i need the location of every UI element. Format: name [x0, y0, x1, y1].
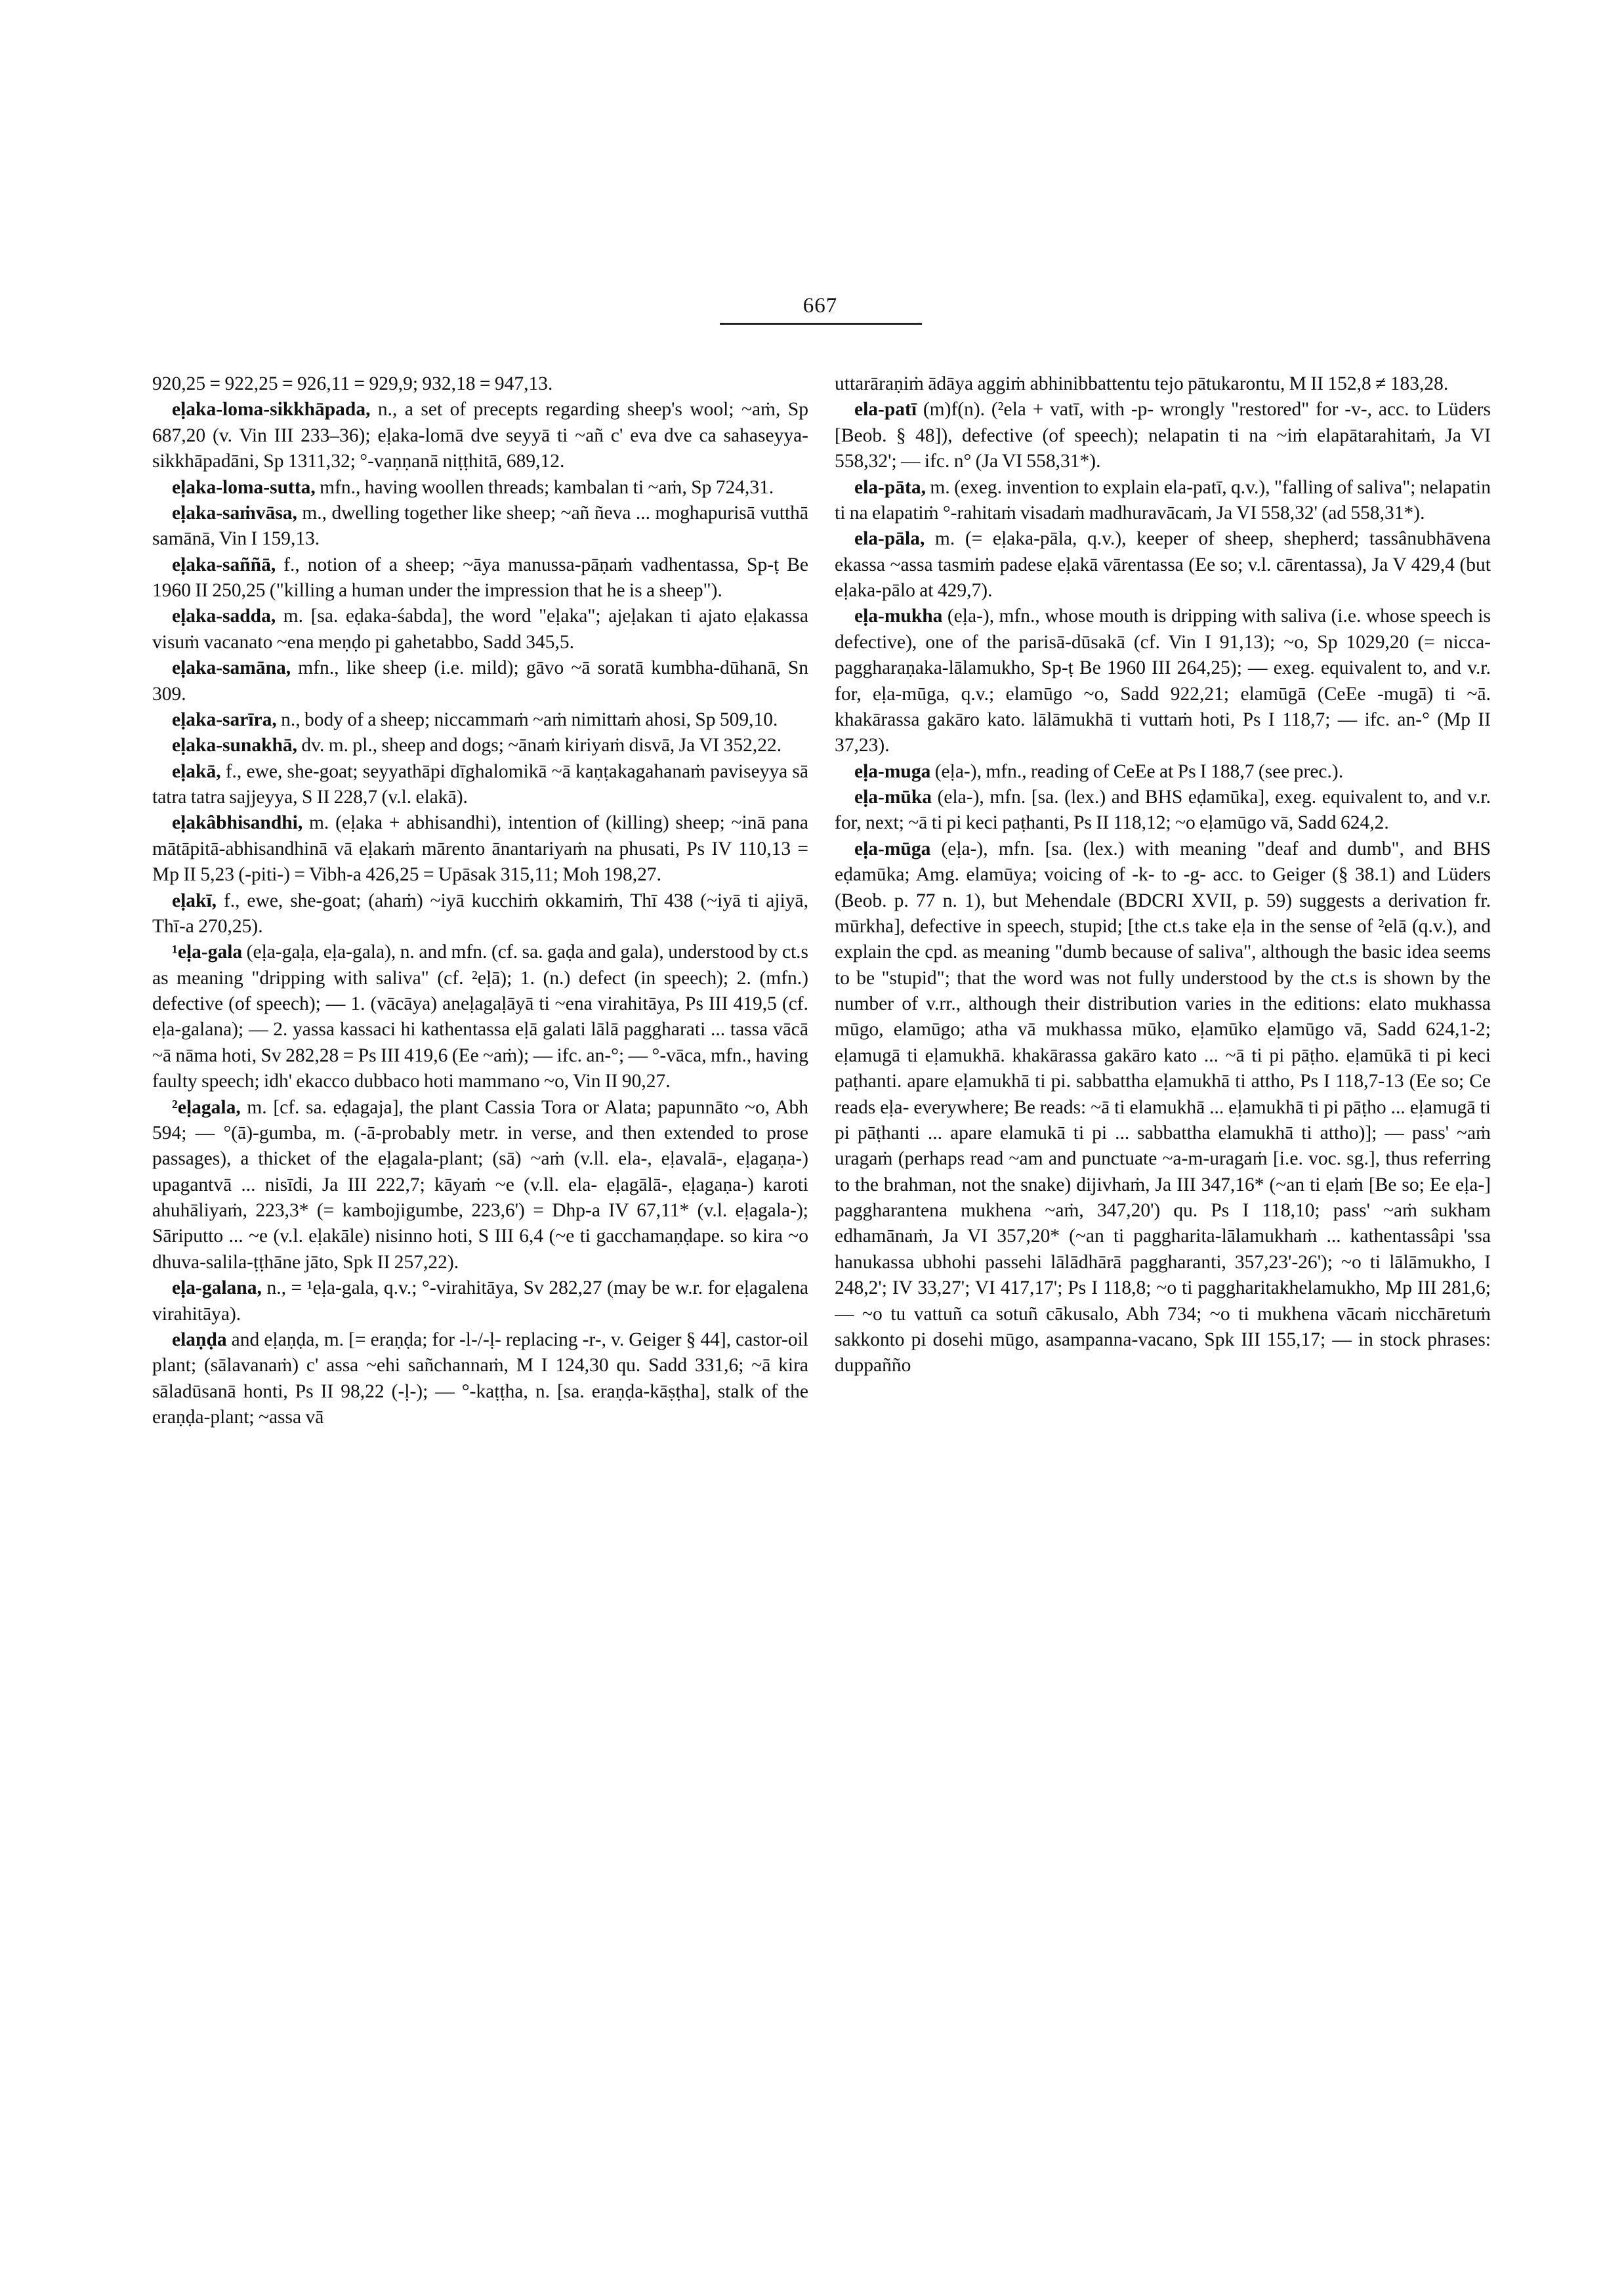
dictionary-entry — [152, 707, 808, 733]
dictionary-entry — [152, 940, 808, 1094]
dictionary-entry — [152, 733, 808, 758]
dictionary-entry — [152, 888, 808, 940]
entry-text: mfn., having woollen threads; kambalan ti ~aṁ, Sp 724,31. — [315, 476, 774, 498]
dictionary-entry — [835, 837, 1491, 1379]
entry-text: f., ewe, she-goat; seyyathāpi dīghalomikā ~ā kaṇṭakagahanaṁ paviseyya sā tatra tatra sajjeyya, S II 228,7 (v.l. elakā). — [152, 760, 808, 808]
dictionary-entry — [152, 475, 808, 501]
dictionary-entry — [152, 604, 808, 655]
entry-headword: elaṇḍa — [172, 1329, 227, 1350]
dictionary-entry — [152, 371, 808, 397]
entry-headword: eḷa-mūga — [854, 838, 931, 859]
dictionary-entry — [152, 810, 808, 888]
entry-headword: eḷaka-sadda, — [172, 606, 276, 627]
entry-headword: ¹eḷa-gala — [172, 941, 243, 963]
left-column — [152, 371, 808, 2189]
entry-text: m. [cf. sa. eḍagaja], the plant Cassia Tora or Alata; papunnāto ~o, Abh 594; — °(ā)-gumba, m. (-ā-probably metr. in verse, and then extended to prose passages), a thicket of the eḷagala-plant; (sā) ~aṁ (v.ll. ela-, eḷavalā-, eḷagaṇa-) upagantvā ... nisīdi, Ja III 222,7; kāyaṁ ~e (v.ll. ela- eḷagālā-, eḷagaṇa-) karoti ahuhāliyaṁ, 223,3* (= kambojigumbe, 223,6') = Dhp-a IV 67,11* (v.l. eḷagala-); Sāriputto ... ~e (v.l. eḷakāle) nisinno hoti, S III 6,4 (~e ti gacchamaṇḍape. so kira ~o dhuva-salila-ṭṭhāne jāto, Spk II 257,22). — [152, 1096, 808, 1273]
entry-text: uttarāraṇiṁ ādāya aggiṁ abhinibbattentu tejo pātukarontu, M II 152,8 ≠ 183,28. — [835, 373, 1449, 394]
entry-headword: eḷa-mukha — [854, 606, 943, 627]
entry-text: (eḷa-), mfn., whose mouth is dripping with saliva (i.e. whose speech is defective), one of the parisā-dūsakā (cf. Vin I 91,13); ~o, Sp 1029,20 (= nicca-paggharaṇaka-lālamukho, Sp-ṭ Be 1960 III 264,25); — exeg. equivalent to, and v.r. for, eḷa-mūga, q.v.; elamūgo ~o, Sadd 922,21; elamūgā (CeEe -mugā) ti ~ā. khakārassa gakāro kato. lālāmukhā ti vuttaṁ hoti, Ps I 118,7; — ifc. an-° (Mp II 37,23). — [835, 606, 1491, 756]
entry-headword: eḷaka-samāna, — [172, 657, 291, 679]
entry-text: m. (eḷaka + abhisandhi), intention of (killing) sheep; ~inā pana mātāpitā-abhisandhinā vā eḷakaṁ mārento ānantariyaṁ na phusati, Ps IV 110,13 = Mp II 5,23 (-piti-) = Vibh-a 426,25 = Upāsak 315,11; Moh 198,27. — [152, 812, 808, 886]
entry-text: m. (= eḷaka-pāla, q.v.), keeper of sheep, shepherd; tassânubhāvena ekassa ~assa tasmiṁ padese eḷakā vārentassa (Ee so; v.l. cārentassa), Ja V 429,4 (but eḷaka-pālo at 429,7). — [835, 528, 1491, 601]
entry-headword: eḷaka-saṁvāsa, — [172, 502, 297, 524]
entry-text: dv. m. pl., sheep and dogs; ~ānaṁ kiriyaṁ disvā, Ja VI 352,22. — [297, 735, 782, 756]
header-rule — [720, 323, 922, 325]
entry-text: n., body of a sheep; niccammaṁ ~aṁ nimittaṁ ahosi, Sp 509,10. — [276, 709, 778, 730]
dictionary-entry — [835, 526, 1491, 604]
entry-text: mfn., like sheep (i.e. mild); gāvo ~ā soratā kumbha-dūhanā, Sn 309. — [152, 657, 808, 705]
entry-headword: eḷaka-sarīra, — [172, 709, 277, 730]
entry-headword: eḷakī, — [172, 890, 217, 911]
entry-text: and eḷaṇḍa, m. [= eraṇḍa; for -l-/-ḷ- replacing -r-, v. Geiger § 44], castor-oil plant; (sālavanaṁ) c' assa ~ehi sañchannaṁ, M I 124,30 qu. Sadd 331,6; ~ā kira sāladūsanā honti, Ps II 98,22 (-ḷ-); — °-kaṭṭha, n. [sa. eraṇḍa-kāṣṭha], stalk of the eraṇḍa-plant; ~assa vā — [152, 1329, 808, 1428]
entry-headword: ela-pāla, — [854, 528, 925, 550]
dictionary-entry — [835, 475, 1491, 527]
page-number: 667 — [802, 294, 838, 318]
entry-headword: eḷa-mūka — [854, 787, 932, 808]
dictionary-entry — [152, 759, 808, 811]
dictionary-entry — [152, 655, 808, 707]
entry-headword: ²eḷagala, — [172, 1096, 241, 1118]
right-column — [835, 371, 1491, 2189]
entry-text: (ela-), mfn. [sa. (lex.) and BHS eḍamūka], exeg. equivalent to, and v.r. for, next; ~ā ti pi keci paṭhanti, Ps II 118,12; ~o eḷamūgo vā, Sadd 624,2. — [835, 787, 1491, 834]
entry-text: f., notion of a sheep; ~āya manussa-pāṇaṁ vadhentassa, Sp-ṭ Be 1960 II 250,25 ("killing a human under the impression that he is a sheep"). — [152, 554, 808, 601]
entry-text: m., dwelling together like sheep; ~añ ñeva ... moghapurisā vutthā samānā, Vin I 159,13. — [152, 502, 808, 550]
entry-headword: eḷaka-loma-sutta, — [172, 476, 316, 498]
entry-headword: ela-patī — [854, 399, 917, 421]
entry-text: (eḷa-gaḷa, eḷa-gala), n. and mfn. (cf. sa. gaḍa and gala), understood by ct.s as meaning "dripping with saliva" (cf. ²eḷā); 1. (n.) defect (in speech); 2. (mfn.) defective (of speech); — 1. (vācāya) aneḷagaḷāyā ti ~ena virahitāya, Ps III 419,5 (cf. eḷa-galana); — 2. yassa kassaci hi kathentassa eḷā galati lālā paggharati ... tassa vācā ~ā nāma hoti, Sv 282,28 = Ps III 419,6 (Ee ~aṁ); — ifc. an-°; — °-vāca, mfn., having faulty speech; idh' ekacco dubbaco hoti mammano ~o, Vin II 90,27. — [152, 941, 808, 1092]
entry-text: m. (exeg. invention to explain ela-patī, q.v.), "falling of saliva"; nelapatin ti na elapatiṁ °-rahitaṁ visadaṁ madhuravācaṁ, Ja VI 558,32' (ad 558,31*). — [835, 476, 1491, 524]
entry-text: (eḷa-), mfn., reading of CeEe at Ps I 188,7 (see prec.). — [930, 760, 1344, 782]
dictionary-entry — [835, 371, 1491, 397]
dictionary-entry — [152, 1095, 808, 1276]
entry-headword: eḷaka-sunakhā, — [172, 735, 298, 756]
dictionary-entry — [152, 501, 808, 552]
entry-text: m. [sa. eḍaka-śabda], the word "eḷaka"; ajeḷakan ti ajato eḷakassa visuṁ vacanato ~ena meṇḍo pi gahetabbo, Sadd 345,5. — [152, 606, 808, 653]
dictionary-entry — [152, 552, 808, 604]
dictionary-entry — [152, 1327, 808, 1431]
entry-text: (eḷa-), mfn. [sa. (lex.) with meaning "deaf and dumb", and BHS eḍamūka; Amg. elamūya; voicing of -k- to -g- acc. to Geiger (§ 38.1) and Lüders (Beob. p. 77 n. 1), but Mehendale (BDCRI XVII, p. 59) suggests a derivation fr. mūrkha], defective in speech, stupid; [the ct.s take eḷa in the sense of ²elā (q.v.), and explain the cpd. as meaning "dumb because of saliva", although the basic idea seems to be "stupid"; that the word was not fully understood by the ct.s is shown by the number of v.rr., although their distribution varies in the editions: elato mukhassa mūgo, elamūgo; atha vā mukhassa mūko, eḷamūko eḷamūgo vā, Sadd 624,1-2; eḷamugā ti eḷamukhā. khakārassa gakāro kato ... ~ā ti pi pāṭho. eḷamūkā ti pi keci paṭhanti. apare eḷamukhā ti pi. sabbattha eḷamukhā ti attho, Ps I 118,7-13 (Ee so; Ce reads eḷa- everywhere; Be reads: ~ā ti elamukhā ... eḷamukhā ti pi pāṭho ... eḷamugā ti pi pāṭhanti ... apare elamukā ti pi ... sabbattha elamukhā ti attho)]; — pass' ~aṁ uragaṁ (perhaps read ~am and punctuate ~a-m-uragaṁ [i.e. voc. sg.], thus referring to the brahman, not the snake) dijivhaṁ, Ja III 347,16* (~an ti eḷaṁ [Be so; Ee eḷa-] paggharantena mukhena ~aṁ, 347,20') qu. Ps I 118,10; pass' ~aṁ sukham edhamānaṁ, Ja VI 357,20* (~an ti paggharita-lālamukhaṁ ... kathentassâpi 'ssa hanukassa ubhohi passehi lālādhārā paggharanti, 357,23'-26'); ~o ti lālāmukho, I 248,2'; IV 33,27'; VI 417,17'; Ps I 118,8; ~o ti paggharitakhelamukho, Mp III 281,6; — ~o tu vattuñ ca sotuñ cākusalo, Abh 734; ~o ti mukhena vācaṁ nicchāretuṁ sakkonto pi dosehi mūgo, asampanna-vacano, Spk III 155,17; — in stock phrases: duppañño — [835, 838, 1491, 1376]
entry-headword: eḷa-muga — [854, 760, 931, 782]
entry-headword: eḷakā, — [172, 760, 221, 782]
entry-text: n., = ¹eḷa-gala, q.v.; °-virahitāya, Sv 282,27 (may be w.r. for eḷagalena virahitāya). — [152, 1277, 808, 1325]
dictionary-entry — [152, 397, 808, 474]
entry-headword: eḷa-galana, — [172, 1277, 262, 1299]
entry-headword: eḷaka-saññā, — [172, 554, 276, 575]
entry-headword: eḷakâbhisandhi, — [172, 812, 303, 834]
dictionary-entry — [835, 759, 1491, 785]
entry-text: n., a set of precepts regarding sheep's wool; ~aṁ, Sp 687,20 (v. Vin III 233–36); eḷaka-lomā dve seyyā ti ~añ c' eva dve ca sahaseyya-sikkhāpadāni, Sp 1311,32; °-vaṇṇanā niṭṭhitā, 689,12. — [152, 399, 808, 472]
entry-text: f., ewe, she-goat; (ahaṁ) ~iyā kucchiṁ okkamiṁ, Thī 438 (~iyā ti ajiyā, Thī-a 270,25). — [152, 890, 808, 937]
dictionary-entry — [835, 785, 1491, 837]
entry-headword: eḷaka-loma-sikkhāpada, — [172, 399, 371, 421]
entry-text: (m)f(n). (²ela + vatī, with -p- wrongly "restored" for -v-, acc. to Lüders [Beob. § 48]), defective (of speech); nelapatin ti na ~iṁ elapātarahitaṁ, Ja VI 558,32'; — ifc. n° (Ja VI 558,31*). — [835, 399, 1491, 472]
dictionary-entry — [835, 604, 1491, 758]
entry-text: 920,25 = 922,25 = 926,11 = 929,9; 932,18 = 947,13. — [152, 373, 553, 394]
entry-headword: ela-pāta, — [854, 476, 926, 498]
dictionary-entry — [835, 397, 1491, 474]
dictionary-entry — [152, 1275, 808, 1327]
